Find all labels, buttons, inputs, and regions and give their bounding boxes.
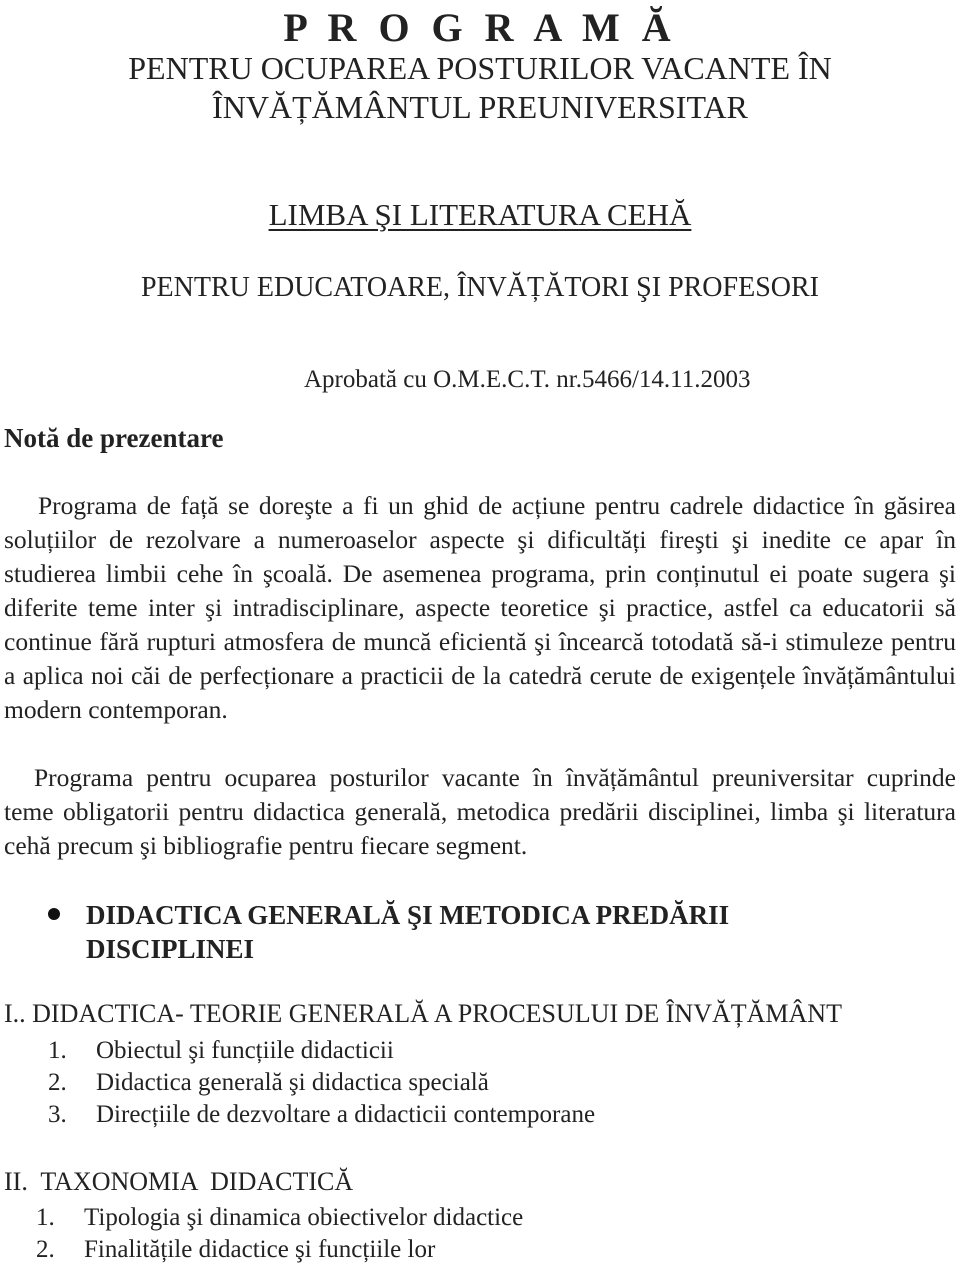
audience-heading: PENTRU EDUCATOARE, ÎNVĂȚĂTORI ŞI PROFESORI: [140, 272, 819, 303]
item-text: Didactica generală şi didactica specială: [96, 1069, 489, 1096]
item-number: 1.: [48, 1037, 67, 1064]
item-text: Direcțiile de dezvoltare a didacticii contemporane: [96, 1101, 596, 1128]
subject-heading-text: LIMBA ŞI LITERATURA CEHĂ: [268, 197, 692, 232]
note-heading: Notă de prezentare: [4, 423, 224, 453]
section-1-heading: I.. DIDACTICA- TEORIE GENERALĂ A PROCESULUI DE ÎNVĂȚĂMÂNT: [4, 999, 842, 1028]
bullet-icon: [48, 908, 60, 920]
section-1-item: [48, 1101, 595, 1129]
section-2-item: [36, 1236, 435, 1264]
item-text: Tipologia şi dinamica obiectivelor didactice: [84, 1204, 524, 1231]
item-text: Obiectul şi funcțiile didacticii: [96, 1037, 394, 1064]
note-paragraph-1: Programa de față se doreşte a fi un ghid de acțiune pentru cadrele didactice în găsirea soluțiilor de rezolvare a numeroaselor aspecte şi dificultăți fireşti şi inedite ce apar în studierea limbii cehe în şcoală. De asemenea programa, prin conținutul ei poate sugera şi diferite teme inter şi intradisciplinare, aspecte teoretice şi practice, astfel ca educatorii să continue fără rupturi atmosfera de muncă eficientă şi încearcă totodată să-i stimuleze pentru a aplica noi căi de perfecționare a practicii de la catedră cerute de exigențele învățământului modern contemporan.: [4, 491, 956, 724]
item-number: 2.: [36, 1236, 55, 1263]
document-subtitle-line1: PENTRU OCUPAREA POSTURILOR VACANTE ÎN: [128, 50, 832, 86]
item-number: 3.: [48, 1101, 67, 1128]
section-2-heading: II. TAXONOMIA DIDACTICĂ: [4, 1167, 354, 1196]
document-subtitle-line2: ÎNVĂȚĂMÂNTUL PREUNIVERSITAR: [212, 89, 748, 125]
note-paragraph-2: Programa pentru ocuparea posturilor vacante în învățământul preuniversitar cuprinde teme obligatorii pentru didactica generală, metodica predării disciplinei, limba şi literatura cehă precum şi bibliografie pentru fiecare segment.: [4, 763, 956, 860]
item-number: 1.: [36, 1204, 55, 1231]
item-text: Finalitățile didactice şi funcțiile lor: [84, 1236, 436, 1263]
approval-note: Aprobată cu O.M.E.C.T. nr.5466/14.11.2003: [304, 366, 751, 393]
item-number: 2.: [48, 1069, 67, 1096]
section-1-item: [48, 1037, 394, 1065]
bullet-section-text: DIDACTICA GENERALĂ ŞI METODICA PREDĂRII DISCIPLINEI: [86, 900, 730, 964]
document-title: P R O G R A M Ă: [283, 5, 677, 50]
section-1-item: [48, 1069, 489, 1097]
section-2-item: [36, 1204, 523, 1232]
subject-heading: [0, 197, 960, 233]
